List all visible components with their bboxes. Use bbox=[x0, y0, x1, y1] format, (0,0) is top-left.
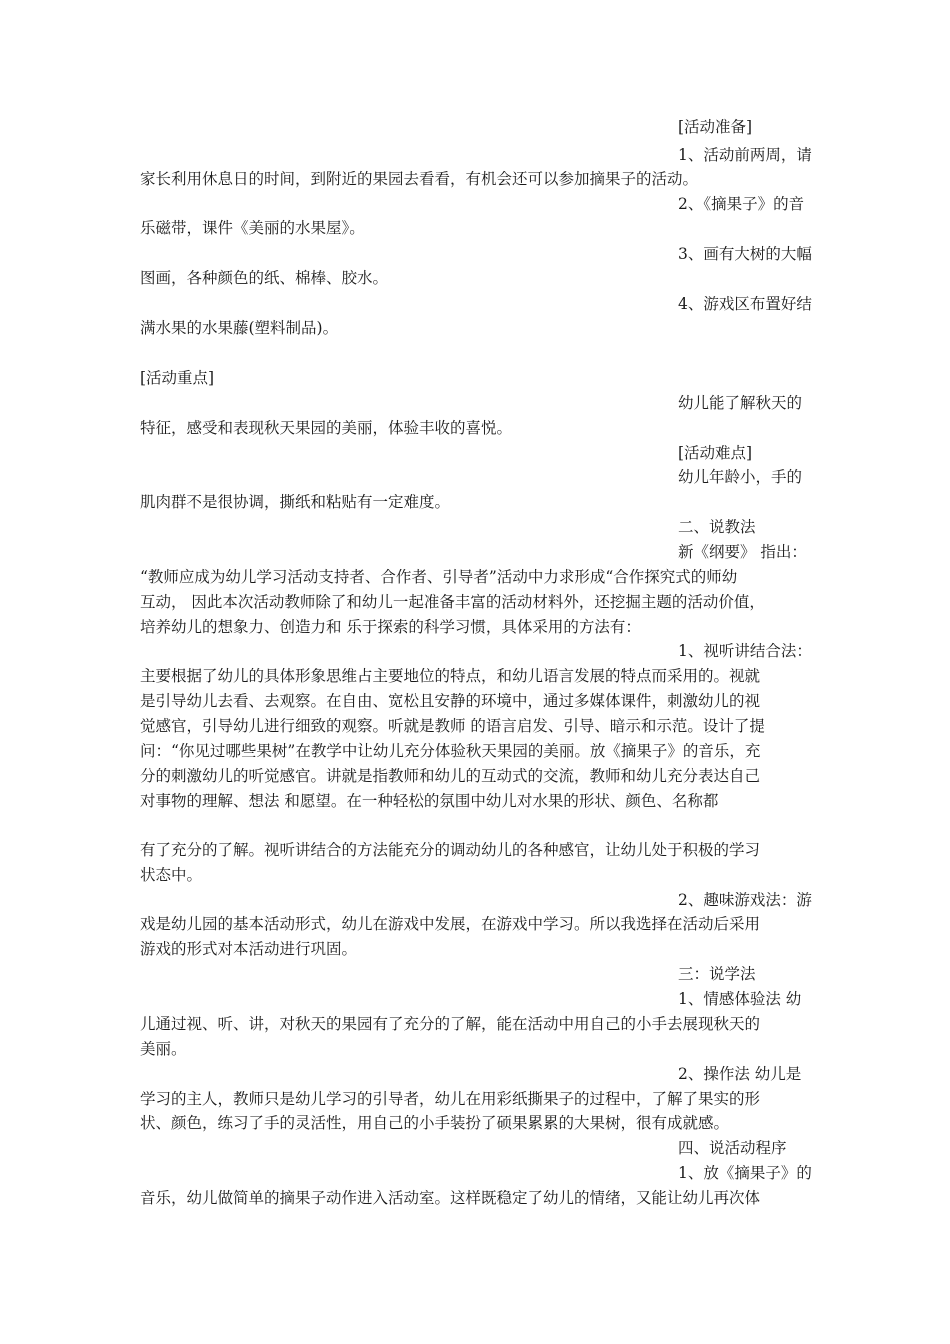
heading-learning-methods: 三：说学法 bbox=[678, 965, 756, 983]
text-line: 觉感官，引导幼儿进行细致的观察。听就是教师 的语言启发、引导、暗示和示范。设计了提 bbox=[140, 717, 765, 735]
text-line: 主要根据了幼儿的具体形象思维占主要地位的特点，和幼儿语言发展的特点而采用的。视就 bbox=[140, 667, 761, 685]
text-line: 问：“你见过哪些果树”在教学中让幼儿充分体验秋天果园的美丽。放《摘果子》的音乐，充 bbox=[140, 742, 761, 760]
text-line: 戏是幼儿园的基本活动形式，幼儿在游戏中发展，在游戏中学习。所以我选择在活动后采用 bbox=[140, 915, 761, 933]
heading-activity-procedure: 四、说活动程序 bbox=[678, 1139, 787, 1157]
text-line: 特征，感受和表现秋天果园的美丽，体验丰收的喜悦。 bbox=[140, 419, 513, 437]
text-line: 分的刺激幼儿的听觉感官。讲就是指教师和幼儿的互动式的交流，教师和幼儿充分表达自己 bbox=[140, 767, 761, 785]
text-line: 2、《摘果子》的音 bbox=[678, 195, 805, 213]
text-line: 新《纲要》 指出： bbox=[678, 543, 807, 561]
text-line: 对事物的理解、想法 和愿望。在一种轻松的氛围中幼儿对水果的形状、颜色、名称都 bbox=[140, 792, 719, 810]
text-line: 游戏的形式对本活动进行巩固。 bbox=[140, 940, 358, 958]
text-line: 家长利用休息日的时间，到附近的果园去看看，有机会还可以参加摘果子的活动。 bbox=[140, 170, 699, 188]
text-line: 幼儿能了解秋天的 bbox=[678, 394, 803, 412]
heading-teaching-methods: 二、说教法 bbox=[678, 518, 756, 536]
text-line: 美丽。 bbox=[140, 1040, 187, 1058]
heading-activity-difficulty: [活动难点] bbox=[678, 444, 753, 462]
text-line: 有了充分的了解。视听讲结合的方法能充分的调动幼儿的各种感官，让幼儿处于积极的学习 bbox=[140, 841, 761, 859]
text-line: 状态中。 bbox=[140, 866, 203, 884]
text-line: 乐磁带，课件《美丽的水果屋》。 bbox=[140, 219, 365, 237]
heading-activity-preparation: [活动准备] bbox=[678, 118, 753, 136]
text-line: 图画，各种颜色的纸、棉棒、胶水。 bbox=[140, 269, 389, 287]
text-line: 儿通过视、听、讲，对秋天的果园有了充分的了解，能在活动中用自己的小手去展现秋天的 bbox=[140, 1015, 761, 1033]
text-line: 2、趣味游戏法：游 bbox=[678, 891, 812, 909]
text-line: 3、画有大树的大幅 bbox=[678, 245, 812, 263]
text-line: “教师应成为幼儿学习活动支持者、合作者、引导者”活动中力求形成“合作探究式的师幼 bbox=[140, 568, 738, 586]
text-line: 1、情感体验法 幼 bbox=[678, 990, 802, 1008]
text-line: 1、活动前两周，请 bbox=[678, 146, 812, 164]
text-line: 是引导幼儿去看、去观察。在自由、宽松且安静的环境中，通过多媒体课件，刺激幼儿的视 bbox=[140, 692, 761, 710]
text-line: 音乐，幼儿做简单的摘果子动作进入活动室。这样既稳定了幼儿的情绪，又能让幼儿再次体 bbox=[140, 1189, 761, 1207]
text-line: 2、操作法 幼儿是 bbox=[678, 1065, 802, 1083]
text-line: 培养幼儿的想象力、创造力和 乐于探索的科学习惯，具体采用的方法有： bbox=[140, 618, 641, 636]
text-line: 互动， 因此本次活动教师除了和幼儿一起准备丰富的活动材料外，还挖掘主题的活动价值， bbox=[140, 593, 765, 611]
text-line: 1、放《摘果子》的 bbox=[678, 1164, 812, 1182]
heading-activity-focus: [活动重点] bbox=[140, 369, 215, 387]
text-line: 肌肉群不是很协调，撕纸和粘贴有一定难度。 bbox=[140, 493, 451, 511]
text-line: 幼儿年龄小，手的 bbox=[678, 468, 803, 486]
text-line: 学习的主人，教师只是幼儿学习的引导者，幼儿在用彩纸撕果子的过程中，了解了果实的形 bbox=[140, 1090, 761, 1108]
text-line: 满水果的水果藤(塑料制品)。 bbox=[140, 319, 339, 337]
text-line: 状、颜色，练习了手的灵活性，用自己的小手装扮了硕果累累的大果树，很有成就感。 bbox=[140, 1114, 730, 1132]
text-line: 1、视听讲结合法： bbox=[678, 642, 812, 660]
text-line: 4、游戏区布置好结 bbox=[678, 295, 812, 313]
